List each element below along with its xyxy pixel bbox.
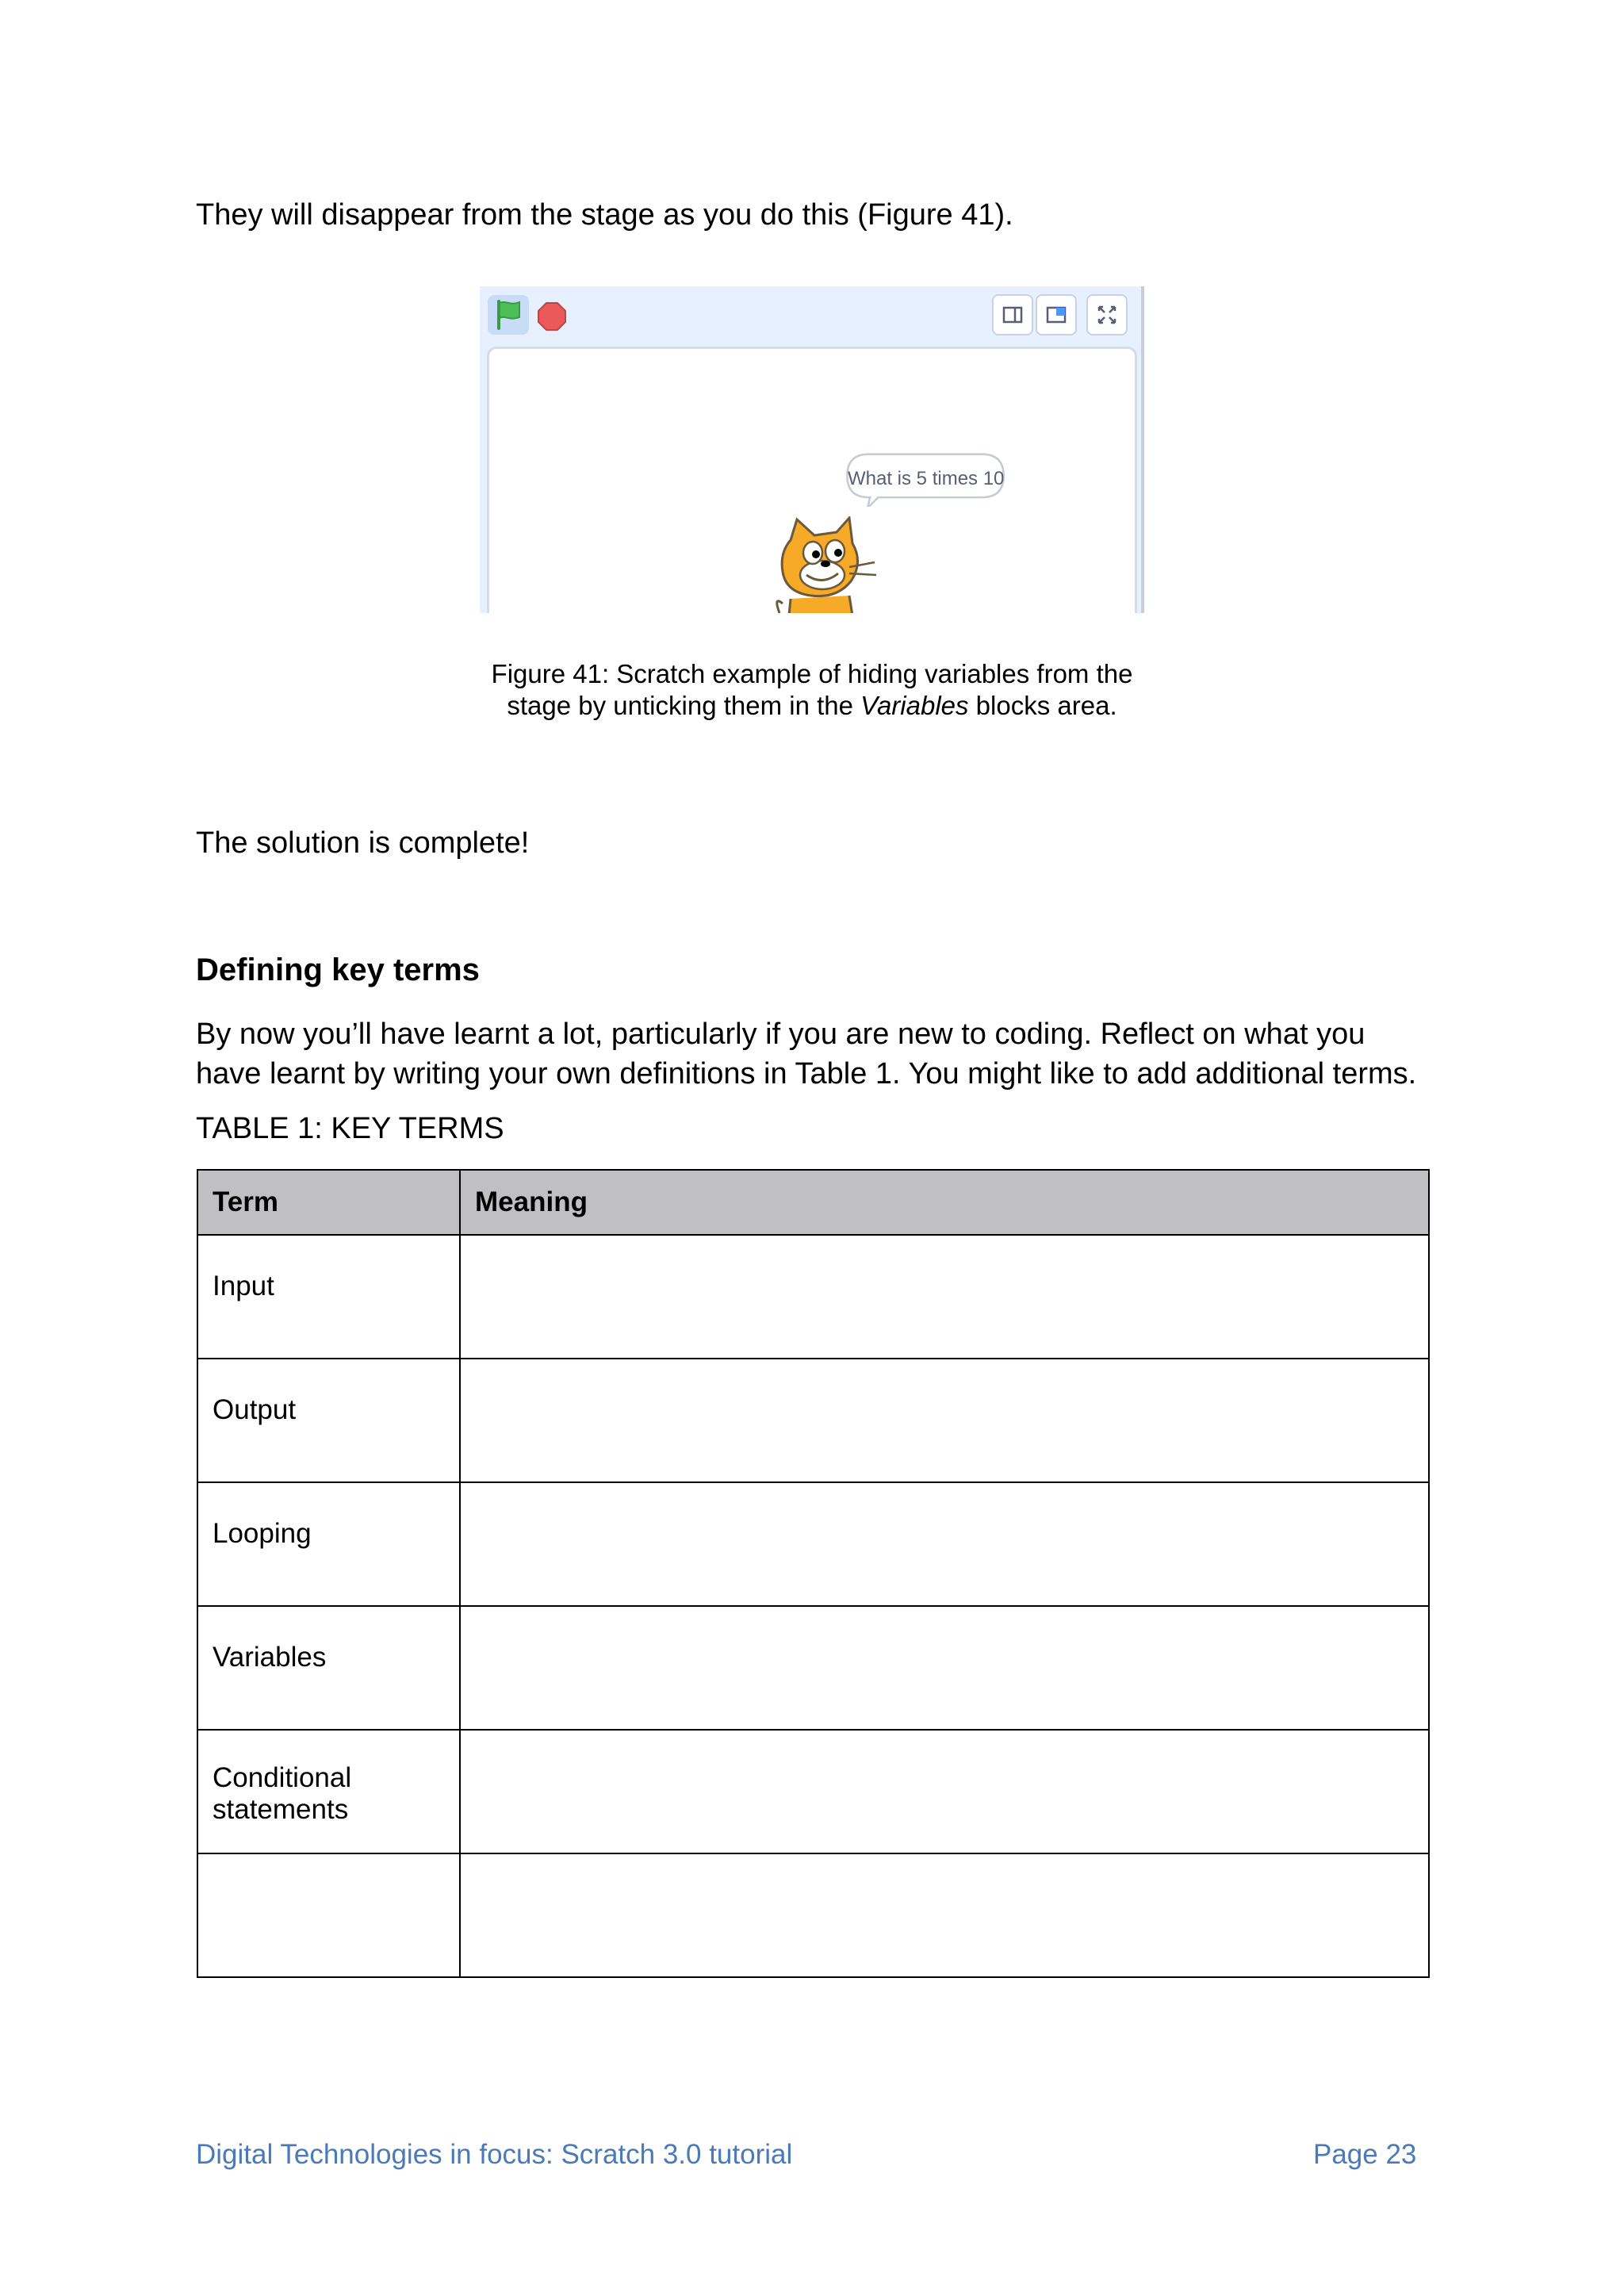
reflect-paragraph-line-1: By now you’ll have learnt a lot, particularly if you are new to coding. Reflect on what you [196, 1018, 1365, 1051]
header-term: Term [197, 1170, 460, 1235]
table-label: TABLE 1: KEY TERMS [196, 1112, 504, 1145]
term-cell: Input [197, 1235, 460, 1359]
small-stage-button[interactable] [992, 294, 1033, 335]
key-terms-table [197, 1169, 1430, 1978]
stage-toolbar [480, 286, 1144, 347]
table-row [197, 1606, 1429, 1730]
solution-complete-text: The solution is complete! [196, 826, 530, 860]
reflect-paragraph-line-2: have learnt by writing your own definitions in Table 1. You might like to add additional terms. [196, 1057, 1417, 1091]
term-cell: Output [197, 1359, 460, 1482]
footer-page-number: Page 23 [1313, 2139, 1417, 2170]
table-row [197, 1482, 1429, 1606]
table-row [197, 1359, 1429, 1482]
intro-paragraph: They will disappear from the stage as you do this (Figure 41). [196, 198, 1013, 232]
figure-caption [444, 658, 1180, 722]
meaning-cell[interactable] [460, 1853, 1429, 1977]
scratch-cat-sprite[interactable] [741, 516, 900, 613]
meaning-cell[interactable] [460, 1359, 1429, 1482]
stage-border [1141, 286, 1144, 613]
meaning-cell[interactable] [460, 1482, 1429, 1606]
stop-sign-icon[interactable] [538, 302, 566, 331]
normal-stage-button[interactable] [1036, 294, 1077, 335]
table-row [197, 1853, 1429, 1977]
fullscreen-button[interactable] [1086, 294, 1128, 335]
caption-italic-term: Variables [860, 691, 969, 720]
meaning-cell[interactable] [460, 1730, 1429, 1853]
term-cell: Variables [197, 1606, 460, 1730]
table-row [197, 1235, 1429, 1359]
term-cell[interactable] [197, 1853, 460, 1977]
green-flag-icon[interactable] [488, 295, 529, 335]
header-meaning: Meaning [460, 1170, 1429, 1235]
footer-document-title: Digital Technologies in focus: Scratch 3.0 tutorial [196, 2139, 793, 2170]
speech-text: What is 5 times 10 [848, 468, 1005, 489]
term-cell: Conditional statements [197, 1730, 460, 1853]
caption-line-1: Figure 41: Scratch example of hiding variables from the [491, 659, 1133, 688]
term-cell: Looping [197, 1482, 460, 1606]
meaning-cell[interactable] [460, 1606, 1429, 1730]
scratch-stage-screenshot [480, 286, 1144, 613]
table-header-row [197, 1170, 1429, 1235]
caption-line-2: stage by unticking them in the Variables blocks area. [507, 691, 1117, 720]
section-heading: Defining key terms [196, 953, 480, 987]
table-row [197, 1730, 1429, 1853]
meaning-cell[interactable] [460, 1235, 1429, 1359]
